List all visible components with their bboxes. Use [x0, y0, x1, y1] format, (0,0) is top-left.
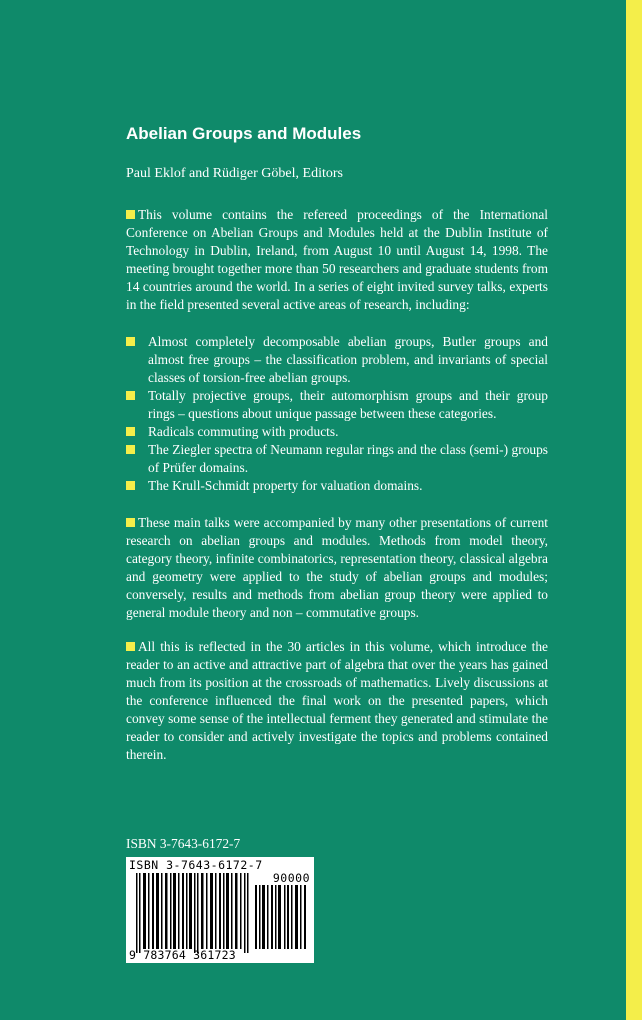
yellow-square-icon — [126, 210, 135, 219]
barcode-isbn-line: ISBN 3-7643-6172-7 — [129, 858, 263, 872]
yellow-square-icon — [126, 445, 135, 454]
list-item: Radicals commuting with products. — [126, 423, 548, 441]
yellow-square-icon — [126, 481, 135, 490]
isbn-label: ISBN 3-7643-6172-7 — [126, 836, 241, 851]
list-item: Totally projective groups, their automorphism groups and their group rings – questions about unique passage between these categories. — [126, 387, 548, 423]
book-title: Abelian Groups and Modules — [126, 124, 362, 143]
paragraph-methods-text: These main talks were accompanied by many other presentations of current research on abelian groups and modules. Methods from model theory, category theory, infinite combinatorics, representation theory, classical algebra and geometry were applied to the study of abelian groups and modules; conversely, results and methods from abelian group theory were applied to general module theory and non – commutative groups. — [126, 515, 548, 620]
paragraph-intro-text: This volume contains the refereed proceedings of the International Conference on Abelian Groups and Modules held at the Dublin Institute of Technology in Dublin, Ireland, from August 10 until August 14, 1998. The meeting brought together more than 50 researchers and graduate students from 14 countries around the world. In a series of eight invited survey talks, experts in the field presented several active areas of research, including: — [126, 207, 548, 312]
list-item: The Krull-Schmidt property for valuation domains. — [126, 477, 548, 495]
paragraph-articles — [126, 638, 548, 764]
research-areas-list — [126, 333, 548, 495]
paragraph-articles-text: All this is reflected in the 30 articles in this volume, which introduce the reader to an active and attractive part of algebra that over the years has gained much from its position at the crossroads of mathematics. Lively discussions at the conference influenced the final work on the presented papers, which convey some sense of the intellectual ferment they generated and stimulate the reader to consider and actively investigate the topics and problems contained therein. — [126, 639, 548, 762]
yellow-square-icon — [126, 337, 135, 346]
paragraph-intro — [126, 206, 548, 314]
yellow-spine-stripe — [626, 0, 642, 1020]
list-item: Almost completely decomposable abelian groups, Butler groups and almost free groups – the classification problem, and invariants of special classes of torsion-free abelian groups. — [126, 333, 548, 387]
barcode-number: 9 783764 361723 — [129, 948, 236, 962]
barcode — [126, 857, 314, 963]
editors-line: Paul Eklof and Rüdiger Göbel, Editors — [126, 166, 343, 181]
yellow-square-icon — [126, 518, 135, 527]
paragraph-methods — [126, 514, 548, 622]
barcode-addon: 90000 — [272, 871, 310, 885]
list-item: The Ziegler spectra of Neumann regular rings and the class (semi-) groups of Prüfer domains. — [126, 441, 548, 477]
yellow-square-icon — [126, 642, 135, 651]
yellow-square-icon — [126, 427, 135, 436]
yellow-square-icon — [126, 391, 135, 400]
